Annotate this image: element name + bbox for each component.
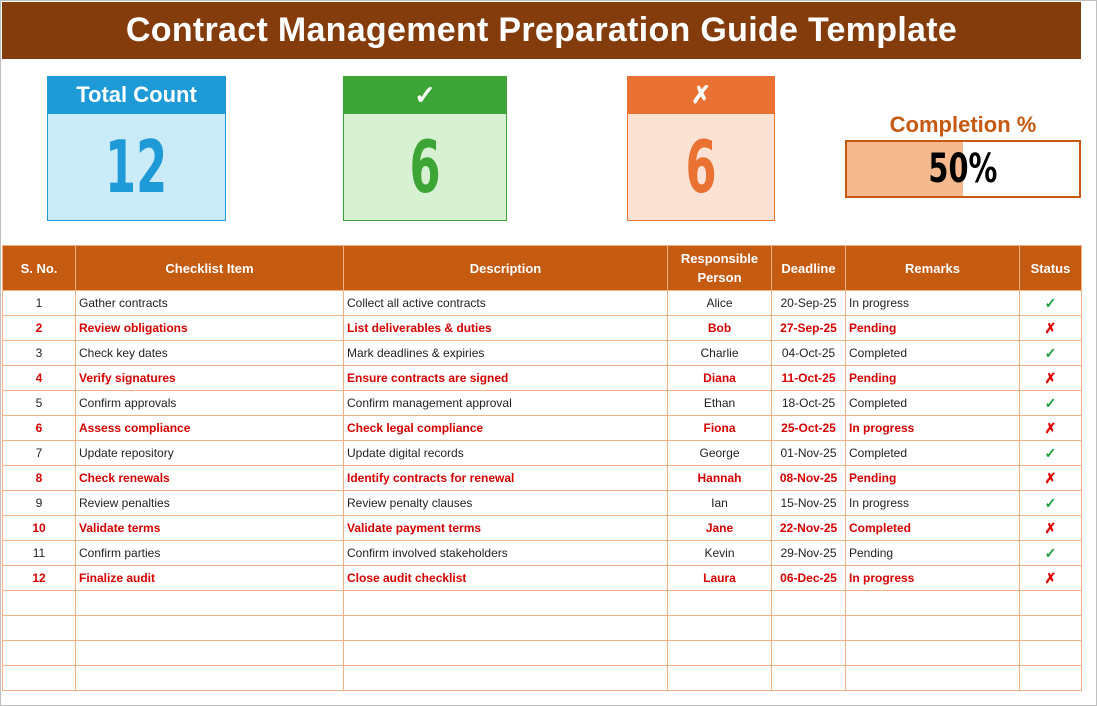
cell-responsible-person[interactable]: Hannah — [668, 466, 772, 491]
cell-description[interactable]: Collect all active contracts — [344, 291, 668, 316]
completed-count-card — [343, 76, 507, 221]
empty-cell[interactable] — [772, 616, 846, 641]
empty-table-row — [3, 641, 1082, 666]
cell-description[interactable]: Update digital records — [344, 441, 668, 466]
table-row — [3, 416, 1082, 441]
cell-checklist-item[interactable]: Confirm parties — [76, 541, 344, 566]
column-header-description[interactable]: Description — [344, 246, 668, 291]
cell-description[interactable]: Validate payment terms — [344, 516, 668, 541]
empty-cell[interactable] — [1020, 641, 1082, 666]
status-icon[interactable]: ✗ — [1020, 316, 1082, 341]
cell-checklist-item[interactable]: Verify signatures — [76, 366, 344, 391]
cell-description[interactable]: Identify contracts for renewal — [344, 466, 668, 491]
empty-cell[interactable] — [846, 616, 1020, 641]
cell-deadline[interactable]: 22-Nov-25 — [772, 516, 846, 541]
empty-cell[interactable] — [668, 616, 772, 641]
cell-remarks[interactable]: Pending — [846, 541, 1020, 566]
cell-sno[interactable]: 12 — [3, 566, 76, 591]
cell-checklist-item[interactable]: Assess compliance — [76, 416, 344, 441]
cell-responsible-person[interactable]: Fiona — [668, 416, 772, 441]
pending-count-value-box — [627, 114, 775, 221]
cell-responsible-person[interactable]: Diana — [668, 366, 772, 391]
empty-cell[interactable] — [846, 591, 1020, 616]
total-count-card — [47, 76, 226, 221]
empty-cell[interactable] — [3, 666, 76, 691]
cell-description[interactable]: Mark deadlines & expiries — [344, 341, 668, 366]
table-row — [3, 541, 1082, 566]
completion-label: Completion % — [889, 112, 1037, 137]
table-row — [3, 391, 1082, 416]
cell-responsible-person[interactable]: Charlie — [668, 341, 772, 366]
cell-sno[interactable]: 3 — [3, 341, 76, 366]
status-icon[interactable]: ✗ — [1020, 516, 1082, 541]
cell-checklist-item[interactable]: Update repository — [76, 441, 344, 466]
status-icon[interactable]: ✗ — [1020, 416, 1082, 441]
cell-description[interactable]: List deliverables & duties — [344, 316, 668, 341]
cell-checklist-item[interactable]: Check key dates — [76, 341, 344, 366]
empty-cell[interactable] — [772, 666, 846, 691]
empty-cell[interactable] — [668, 641, 772, 666]
cell-checklist-item[interactable]: Finalize audit — [76, 566, 344, 591]
cell-remarks[interactable]: Completed — [846, 441, 1020, 466]
cell-checklist-item[interactable]: Review penalties — [76, 491, 344, 516]
cell-responsible-person[interactable]: Bob — [668, 316, 772, 341]
cell-sno[interactable]: 4 — [3, 366, 76, 391]
cell-sno[interactable]: 11 — [3, 541, 76, 566]
pending-count-value: 6 — [685, 125, 717, 209]
cell-description[interactable]: Review penalty clauses — [344, 491, 668, 516]
table-row — [3, 466, 1082, 491]
table-row — [3, 291, 1082, 316]
cell-deadline[interactable]: 29-Nov-25 — [772, 541, 846, 566]
column-header-responsible-person[interactable]: Responsible Person — [668, 246, 772, 291]
cell-checklist-item[interactable]: Gather contracts — [76, 291, 344, 316]
cell-description[interactable]: Close audit checklist — [344, 566, 668, 591]
column-header-remarks[interactable]: Remarks — [846, 246, 1020, 291]
total-count-value: 12 — [105, 125, 168, 209]
empty-cell[interactable] — [344, 616, 668, 641]
cell-checklist-item[interactable]: Check renewals — [76, 466, 344, 491]
cell-description[interactable]: Check legal compliance — [344, 416, 668, 441]
empty-cell[interactable] — [846, 641, 1020, 666]
cell-deadline[interactable]: 01-Nov-25 — [772, 441, 846, 466]
empty-table-row — [3, 591, 1082, 616]
empty-cell[interactable] — [344, 591, 668, 616]
table-row — [3, 491, 1082, 516]
empty-cell[interactable] — [1020, 666, 1082, 691]
cell-responsible-person[interactable]: Laura — [668, 566, 772, 591]
completed-count-value: 6 — [409, 125, 441, 209]
cell-deadline[interactable]: 06-Dec-25 — [772, 566, 846, 591]
completed-count-value-box — [343, 114, 507, 221]
status-icon[interactable]: ✓ — [1020, 291, 1082, 316]
empty-cell[interactable] — [76, 666, 344, 691]
status-icon[interactable]: ✗ — [1020, 466, 1082, 491]
cell-remarks[interactable]: In progress — [846, 416, 1020, 441]
table-row — [3, 441, 1082, 466]
cell-responsible-person[interactable]: George — [668, 441, 772, 466]
cell-responsible-person[interactable]: Jane — [668, 516, 772, 541]
status-icon[interactable]: ✓ — [1020, 541, 1082, 566]
table-row — [3, 316, 1082, 341]
total-count-label: Total Count — [47, 76, 226, 114]
cell-deadline[interactable]: 20-Sep-25 — [772, 291, 846, 316]
cell-remarks[interactable]: Completed — [846, 391, 1020, 416]
cell-description[interactable]: Ensure contracts are signed — [344, 366, 668, 391]
completion-value: 50% — [928, 146, 998, 192]
table-row — [3, 566, 1082, 591]
empty-cell[interactable] — [1020, 616, 1082, 641]
cell-sno[interactable]: 5 — [3, 391, 76, 416]
cell-remarks[interactable]: Pending — [846, 466, 1020, 491]
checklist-table — [2, 245, 1082, 691]
empty-cell[interactable] — [846, 666, 1020, 691]
cell-remarks[interactable]: Pending — [846, 316, 1020, 341]
cell-sno[interactable]: 8 — [3, 466, 76, 491]
cell-deadline[interactable]: 27-Sep-25 — [772, 316, 846, 341]
cell-sno[interactable]: 10 — [3, 516, 76, 541]
cell-remarks[interactable]: In progress — [846, 566, 1020, 591]
empty-cell[interactable] — [76, 641, 344, 666]
empty-cell[interactable] — [1020, 591, 1082, 616]
cell-sno[interactable]: 2 — [3, 316, 76, 341]
cell-sno[interactable]: 1 — [3, 291, 76, 316]
cell-remarks[interactable]: Completed — [846, 516, 1020, 541]
column-header-sno[interactable]: S. No. — [3, 246, 76, 291]
cell-deadline[interactable]: 04-Oct-25 — [772, 341, 846, 366]
column-header-deadline[interactable]: Deadline — [772, 246, 846, 291]
cell-remarks[interactable]: In progress — [846, 291, 1020, 316]
cell-description[interactable]: Confirm involved stakeholders — [344, 541, 668, 566]
completion-value-box — [847, 142, 1079, 196]
empty-cell[interactable] — [76, 591, 344, 616]
status-icon[interactable]: ✗ — [1020, 566, 1082, 591]
empty-cell[interactable] — [668, 591, 772, 616]
status-icon[interactable]: ✓ — [1020, 391, 1082, 416]
empty-cell[interactable] — [3, 616, 76, 641]
cell-responsible-person[interactable]: Alice — [668, 291, 772, 316]
empty-cell[interactable] — [76, 616, 344, 641]
empty-cell[interactable] — [668, 666, 772, 691]
empty-cell[interactable] — [772, 591, 846, 616]
cell-checklist-item[interactable]: Validate terms — [76, 516, 344, 541]
table-row — [3, 516, 1082, 541]
cell-checklist-item[interactable]: Review obligations — [76, 316, 344, 341]
cell-responsible-person[interactable]: Ian — [668, 491, 772, 516]
cell-sno[interactable]: 6 — [3, 416, 76, 441]
cell-deadline[interactable]: 25-Oct-25 — [772, 416, 846, 441]
completion-progress-bar — [845, 140, 1081, 198]
status-icon[interactable]: ✗ — [1020, 366, 1082, 391]
status-icon[interactable]: ✓ — [1020, 441, 1082, 466]
cross-icon: ✗ — [627, 76, 775, 114]
total-count-value-box — [47, 114, 226, 221]
cell-deadline[interactable]: 15-Nov-25 — [772, 491, 846, 516]
empty-table-row — [3, 616, 1082, 641]
cell-deadline[interactable]: 11-Oct-25 — [772, 366, 846, 391]
column-header-checklist-item[interactable]: Checklist Item — [76, 246, 344, 291]
cell-remarks[interactable]: Completed — [846, 341, 1020, 366]
empty-cell[interactable] — [344, 641, 668, 666]
cell-sno[interactable]: 9 — [3, 491, 76, 516]
empty-cell[interactable] — [3, 641, 76, 666]
cell-description[interactable]: Confirm management approval — [344, 391, 668, 416]
cell-remarks[interactable]: Pending — [846, 366, 1020, 391]
cell-remarks[interactable]: In progress — [846, 491, 1020, 516]
table-header-row — [3, 246, 1082, 291]
page-title: Contract Management Preparation Guide Template — [2, 2, 1081, 59]
status-icon[interactable]: ✓ — [1020, 341, 1082, 366]
cell-responsible-person[interactable]: Ethan — [668, 391, 772, 416]
pending-count-card — [627, 76, 775, 221]
empty-table-row — [3, 666, 1082, 691]
cell-sno[interactable]: 7 — [3, 441, 76, 466]
cell-responsible-person[interactable]: Kevin — [668, 541, 772, 566]
column-header-status[interactable]: Status — [1020, 246, 1082, 291]
status-icon[interactable]: ✓ — [1020, 491, 1082, 516]
cell-checklist-item[interactable]: Confirm approvals — [76, 391, 344, 416]
table-row — [3, 366, 1082, 391]
table-row — [3, 341, 1082, 366]
cell-deadline[interactable]: 08-Nov-25 — [772, 466, 846, 491]
cell-deadline[interactable]: 18-Oct-25 — [772, 391, 846, 416]
empty-cell[interactable] — [772, 641, 846, 666]
empty-cell[interactable] — [3, 591, 76, 616]
check-icon: ✓ — [343, 76, 507, 114]
empty-cell[interactable] — [344, 666, 668, 691]
